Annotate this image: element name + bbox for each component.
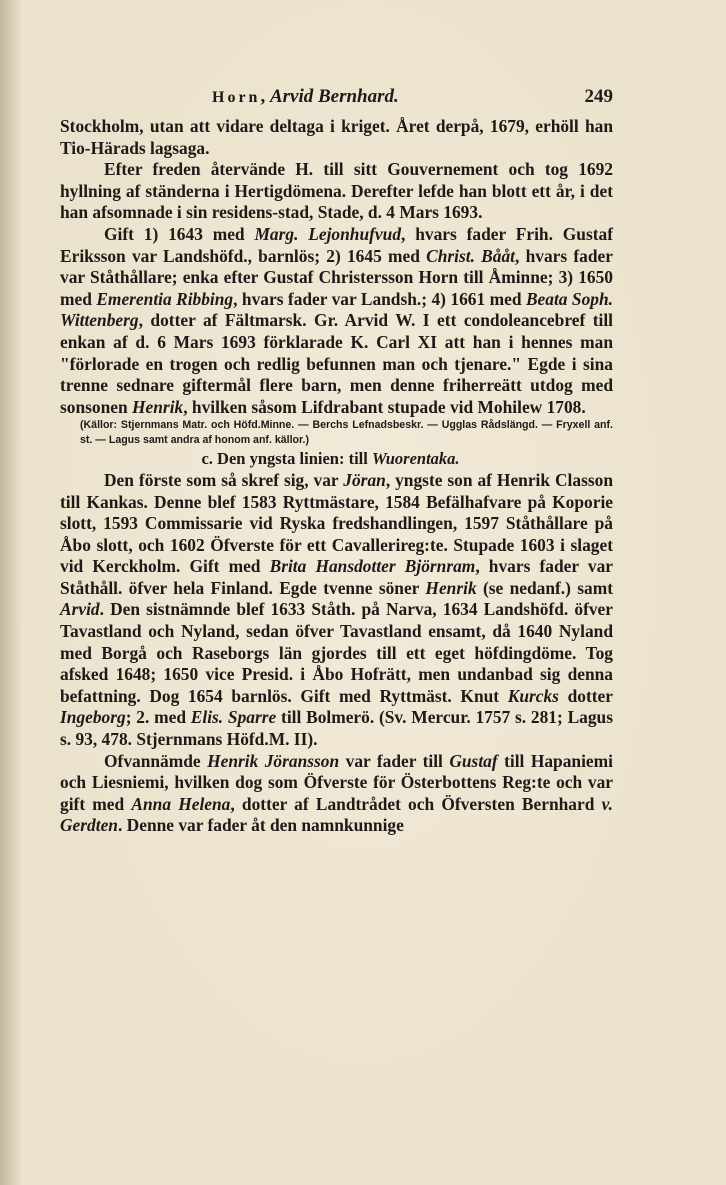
text-run: till Hapaniemi och Liesniemi, hvilken dog som Öfverste för Österbottens Reg:te och var gift med bbox=[60, 750, 613, 814]
text-run: , hvars fader var Ståthållare; enka efter Gustaf Christersson Horn till Åminne; 3) 1650 med bbox=[60, 245, 613, 309]
header-surname: Horn bbox=[212, 89, 261, 106]
name-italic: v. Gerdten bbox=[60, 793, 614, 836]
name-italic: Henrik bbox=[132, 396, 184, 417]
text-run: , dotter af Landtrådet och Öfversten Bernhard bbox=[230, 793, 602, 814]
header-given-names: Arvid Bernhard. bbox=[269, 86, 399, 107]
name-italic: Beata Soph. Wittenberg bbox=[60, 288, 613, 331]
name-italic: Christ. Bååt bbox=[426, 245, 516, 266]
text-run: , yngste son af Henrik Classon till Kankas. Denne blef 1583 Ryttmästare, 1584 Befälhafvare på Koporie slott, 1593 Commissarie vid Ryska fredshandlingen, 1597 Ståthållare på Åbo slott, och 1602 Öfverste för ett Cavallerireg:te. Stupade 1603 i slaget vid Kerckholm. Gift med bbox=[60, 469, 613, 577]
name-italic: Elis. Sparre bbox=[190, 707, 277, 728]
name-italic: Henrik bbox=[425, 577, 477, 598]
paragraph-continuation: Stockholm, utan att vidare deltaga i kriget. Året derpå, 1679, erhöll han Tio-Härads lagsaga. bbox=[60, 116, 613, 158]
text-run: , hvilken såsom Lifdrabant stupade vid Mohilew 1708. bbox=[183, 396, 586, 417]
text-run: Den förste som så skref sig, var bbox=[104, 469, 344, 490]
text-run: dotter bbox=[558, 685, 613, 706]
paragraph-return: Efter freden återvände H. till sitt Gouvernement och tog 1692 hyllning af ständerna i Hertigdömena. Derefter lefde han blott ett år, i det han afsomnade i sin residens-stad, Stade, d. 4 Mars 1693. bbox=[60, 159, 613, 223]
name-italic: Gustaf bbox=[449, 750, 498, 771]
paragraph-marriages bbox=[60, 224, 613, 418]
text-run: , hvars fader var Landsh.; 4) 1661 med bbox=[233, 288, 526, 309]
name-italic: Brita Hansdotter Björnram bbox=[269, 556, 476, 577]
name-italic: Kurcks bbox=[507, 685, 559, 706]
text-run: var fader till bbox=[339, 750, 450, 771]
page-number: 249 bbox=[584, 86, 613, 107]
name-italic: Jöran bbox=[343, 469, 386, 490]
text-run: till Bolmerö. (Sv. Mercur. 1757 s. 281; Lagus s. 93, 478. Stjernmans Höfd.M. II). bbox=[60, 707, 613, 750]
name-italic: Henrik Jöransson bbox=[207, 750, 340, 771]
main-text bbox=[60, 116, 613, 837]
page-binding-shadow bbox=[0, 0, 22, 1185]
text-run: . Den sistnämnde blef 1633 Ståth. på Narva, 1634 Landshöfd. öfver Tavastland och Nyland, sedan öfver Tavastland ensamt, då 1640 Nyland med Borgå och Raseborgs län gjordes till ett eget höfdingdöme. Tog afsked 1648; 1650 vice Presid. i Åbo Hofrätt, men undanbad sig denna befattning. Dog 1654 barnlös. Gift med Ryttmäst. Knut bbox=[60, 599, 613, 706]
sources-note: (Källor: Stjernmans Matr. och Höfd.Minne. — Berchs Lefnadsbeskr. — Ugglas Rådslängd. — Fryxell anf. st. — Lagus samt andra af honom anf. källor.) bbox=[80, 419, 613, 447]
name-italic: Arvid bbox=[60, 599, 100, 620]
text-run: Ofvannämde bbox=[104, 750, 208, 771]
name-italic: Marg. Lejonhufvud bbox=[254, 223, 402, 244]
running-title: Horn, Arvid Bernhard. bbox=[212, 86, 399, 107]
name-italic: Emerentia Ribbing bbox=[96, 288, 234, 309]
text-run: , hvars fader Frih. Gustaf Eriksson var Landshöfd., barnlös; 2) 1645 med bbox=[60, 223, 614, 266]
text-run: Gift 1) 1643 med bbox=[104, 223, 255, 244]
text-run: ; 2. med bbox=[125, 707, 191, 728]
heading-italic: Wuorentaka. bbox=[371, 449, 460, 469]
text-run: , dotter af Fältmarsk. Gr. Arvid W. I ett condoleancebref till enkan af d. 6 Mars 1693 förklarade K. Carl XI att han i hennes man "förlorade en trogen och redlig befunnen man och tjenare." Egde i sina trenne sednare giftermål flere barn, men denne friherreätt utdog med sonsonen bbox=[60, 310, 613, 417]
paragraph-henrik bbox=[60, 751, 613, 837]
name-italic: Ingeborg bbox=[60, 707, 126, 728]
text-run: , hvars fader var Ståthåll. öfver hela Finland. Egde tvenne söner bbox=[60, 556, 613, 598]
text-run: (se nedanf.) samt bbox=[476, 577, 614, 598]
running-header bbox=[60, 86, 613, 114]
name-italic: Anna Helena bbox=[131, 793, 231, 814]
section-heading bbox=[60, 448, 613, 470]
paragraph-joran bbox=[60, 470, 613, 751]
text-run: . Denne var fader åt den namnkunnige bbox=[117, 815, 404, 836]
heading-text: c. Den yngsta linien: till bbox=[201, 449, 372, 469]
